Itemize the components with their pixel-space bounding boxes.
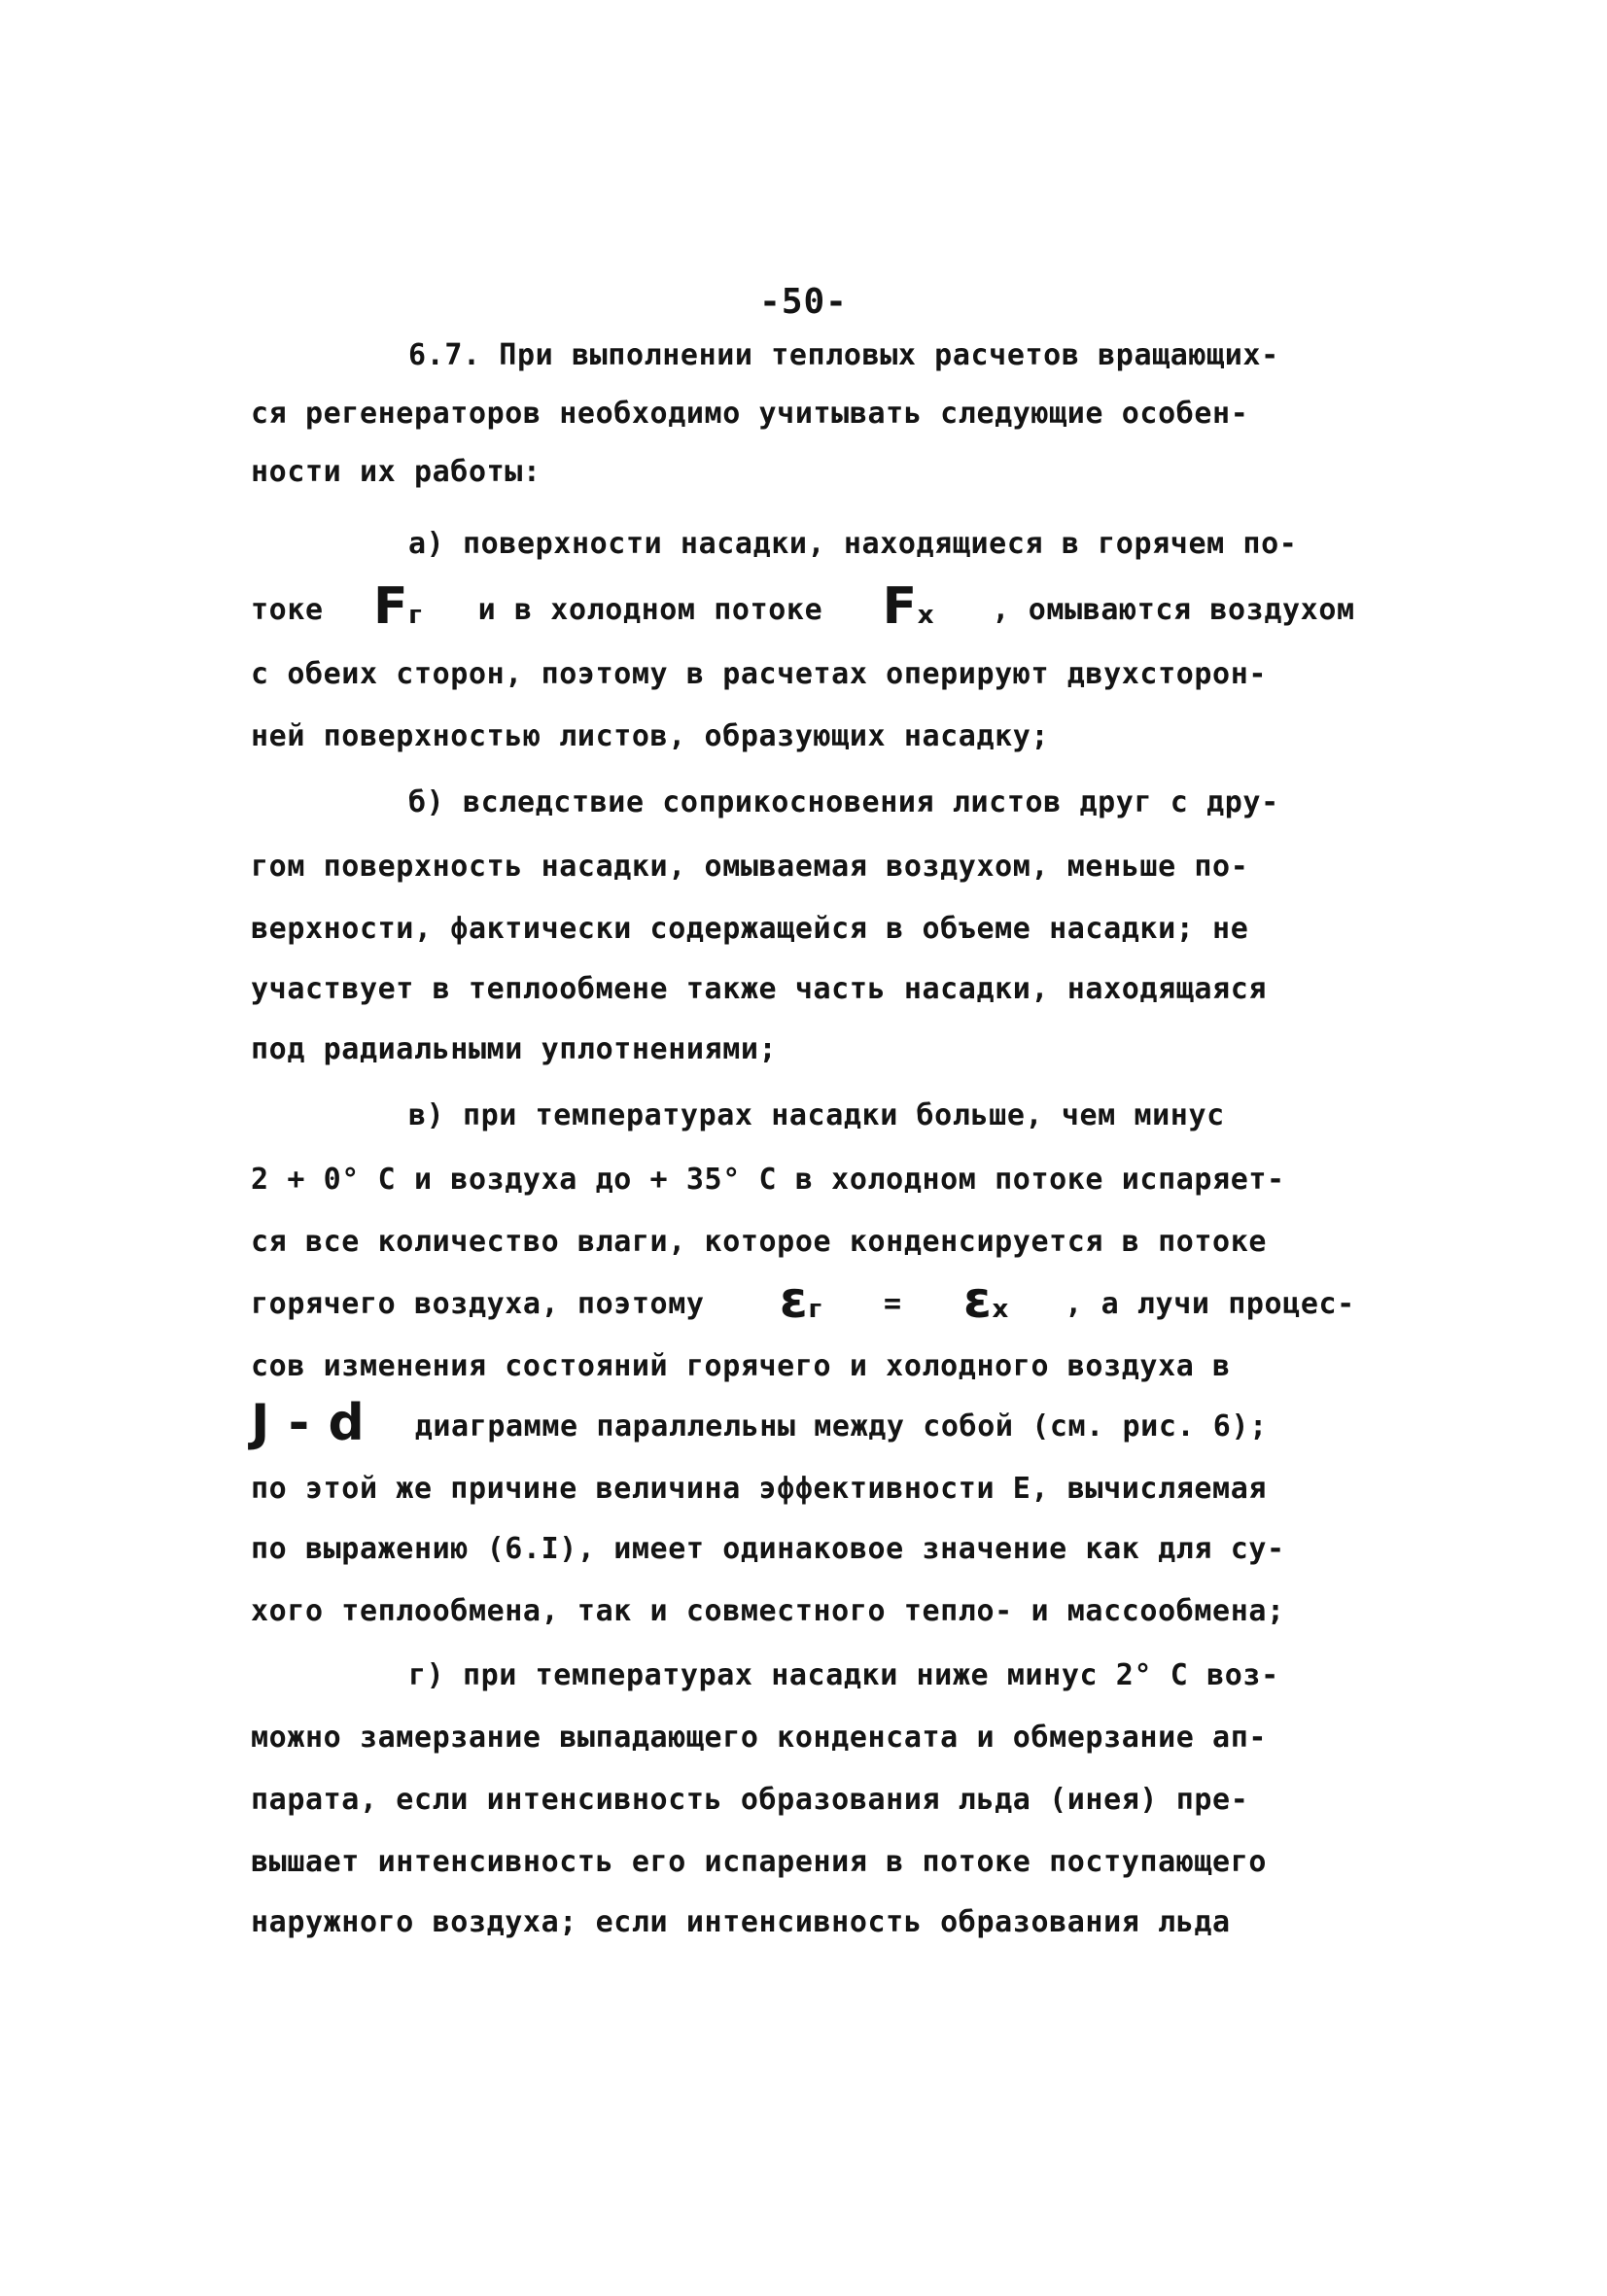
text-line-12: под радиальными уплотнениями; — [251, 1032, 778, 1066]
text-line-23: можно замерзание выпадающего конденсата и обмерзание ап- — [251, 1721, 1268, 1755]
text-fragment: горячего воздуха, поэтому — [251, 1287, 705, 1321]
text-line-22: г) при температурах насадки ниже минус 2° С воз- — [408, 1658, 1279, 1692]
text-fragment: , омываются воздухом — [992, 593, 1355, 627]
formula-epsilon-cold: ε — [962, 1271, 993, 1330]
text-line-9: гом поверхность насадки, омываемая воздухом, меньше по- — [251, 850, 1249, 884]
text-line-19: по этой же причине величина эффективности Е, вычисляемая — [251, 1472, 1268, 1506]
text-line-17: сов изменения состояний горячего и холодного воздуха в — [251, 1349, 1231, 1383]
text-fragment: и в холодном потоке — [477, 593, 823, 627]
formula-epsilon-hot: ε — [779, 1271, 809, 1330]
formula-subscript: г — [408, 601, 423, 630]
text-line-16 — [251, 1271, 1359, 1332]
text-line-21: хого теплообмена, так и совместного тепло- и массообмена; — [251, 1594, 1285, 1628]
text-line-5 — [251, 577, 1359, 638]
text-line-6: с обеих сторон, поэтому в расчетах оперируют двухсторон- — [251, 657, 1268, 691]
text-line-2: ся регенераторов необходимо учитывать следующие особен- — [251, 397, 1249, 431]
formula-F-hot: F — [373, 577, 409, 636]
formula-subscript: х — [992, 1295, 1009, 1324]
formula-subscript: г — [808, 1295, 822, 1324]
text-line-8: б) вследствие соприкосновения листов друг с дру- — [408, 785, 1279, 819]
text-line-18 — [251, 1394, 1359, 1454]
text-line-7: ней поверхностью листов, образующих насадку; — [251, 719, 1050, 753]
text-line-24: парата, если интенсивность образования льда (инея) пре- — [251, 1783, 1249, 1817]
text-line-1: 6.7. При выполнении тепловых расчетов вращающих- — [408, 338, 1279, 372]
text-line-3: ности их работы: — [251, 455, 541, 489]
text-line-15: ся все количество влаги, которое конденсируется в потоке — [251, 1225, 1268, 1259]
formula-J-d: J - d — [251, 1394, 366, 1452]
text-line-11: участвует в теплообмене также часть насадки, находящаяся — [251, 972, 1268, 1006]
text-line-20: по выражению (6.I), имеет одинаковое значение как для су- — [251, 1532, 1285, 1566]
text-line-26: наружного воздуха; если интенсивность образования льда — [251, 1905, 1231, 1939]
formula-subscript: х — [917, 601, 935, 630]
text-line-10: верхности, фактически содержащейся в объеме насадки; не — [251, 912, 1249, 946]
text-line-25: вышает интенсивность его испарения в потоке поступающего — [251, 1845, 1268, 1879]
text-fragment: диаграмме параллельны между собой (см. рис. 6); — [414, 1409, 1268, 1444]
page-number: -50- — [759, 282, 848, 322]
text-fragment: , а лучи процес- — [1065, 1287, 1355, 1321]
formula-equals: = — [883, 1287, 902, 1321]
text-line-13: в) при температурах насадки больше, чем минус — [408, 1098, 1225, 1132]
text-line-4: а) поверхности насадки, находящиеся в горячем по- — [408, 527, 1298, 561]
text-line-14: 2 + 0° С и воздуха до + 35° С в холодном потоке испаряет- — [251, 1163, 1285, 1197]
formula-F-cold: F — [882, 577, 918, 636]
text-fragment: токе — [251, 593, 324, 627]
